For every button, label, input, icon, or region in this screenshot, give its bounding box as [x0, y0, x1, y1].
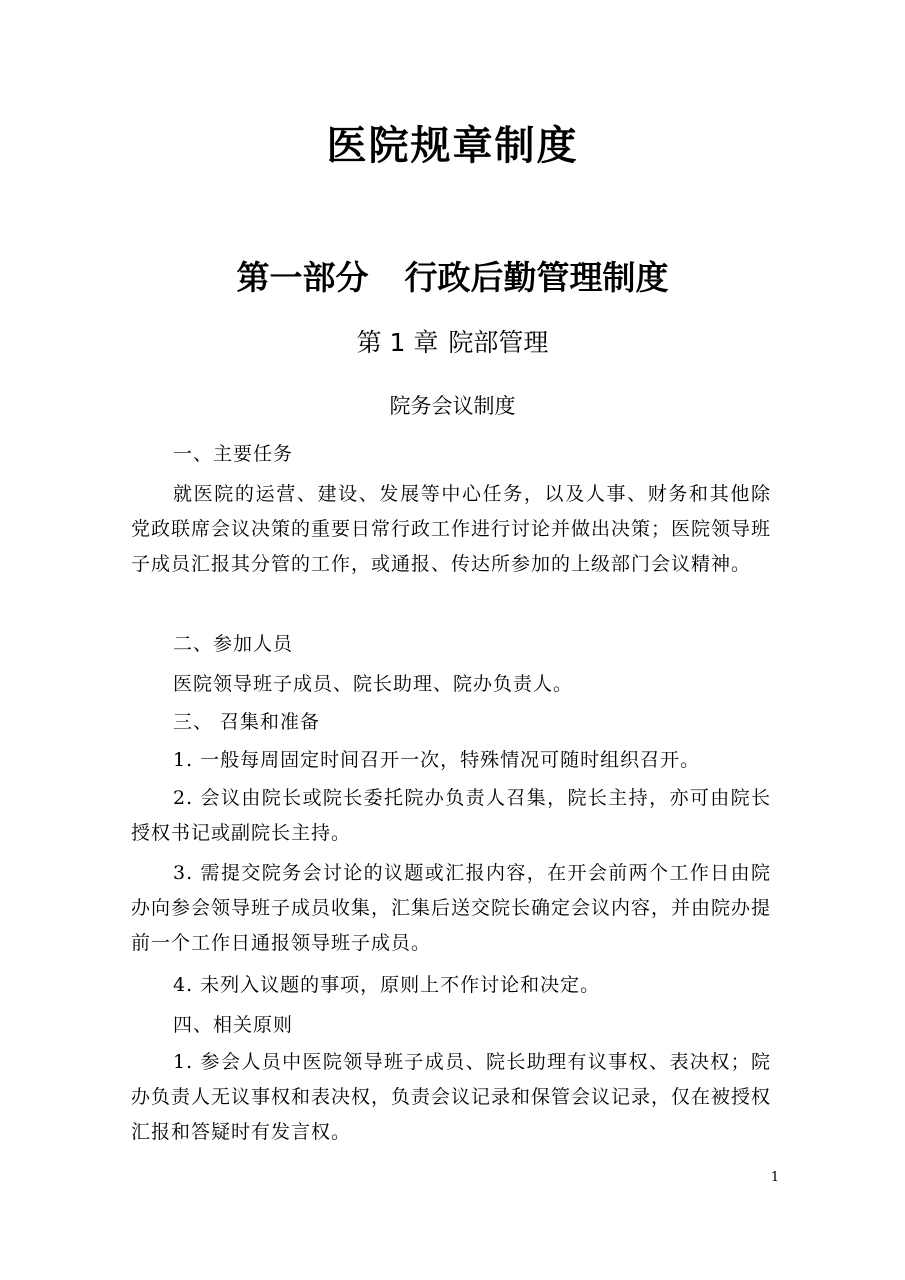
section-title: 院务会议制度: [389, 394, 516, 418]
page-number: 1: [770, 1170, 780, 1185]
section-3-item-4: 4. 未列入议题的事项，原则上不作讨论和决定。: [173, 974, 601, 996]
section-4-item-1: 1. 参会人员中医院领导班子成员、院长助理有议事权、表决权；院办负责人无议事权和表决权，负责会议记录和保管会议记录，仅在被授权汇报和答疑时有发言权。: [131, 1051, 772, 1143]
part-title: [0, 252, 905, 299]
section-4: [131, 1008, 771, 1043]
document-title: 医院规章制度: [326, 122, 579, 169]
chapter-title: [0, 323, 905, 359]
section-2: [131, 627, 771, 662]
chapter-label: 第 1 章: [356, 328, 439, 357]
section-heading: 三、 召集和准备: [173, 711, 321, 733]
section-2-paragraph-1: 医院领导班子成员、院长助理、院办负责人。: [173, 673, 574, 695]
section-3: [131, 705, 771, 740]
chapter-name: 院部管理: [448, 328, 549, 357]
section-heading: 一、主要任务: [173, 443, 294, 465]
section-3-item-1: 1. 一般每周固定时间召开一次，特殊情况可随时组织召开。: [173, 749, 701, 771]
part-label: 第一部分: [236, 258, 369, 297]
section-1-paragraph-1: 就医院的运营、建设、发展等中心任务，以及人事、财务和其他除党政联席会议决策的重要日常行政工作进行讨论并做出决策；医院领导班子成员汇报其分管的工作，或通报、传达所参加的上级部门会议精神。: [131, 483, 772, 575]
part-name: 行政后勤管理制度: [404, 258, 669, 297]
section-1: [131, 437, 771, 472]
section-heading: 二、参加人员: [173, 633, 294, 655]
section-3-item-2: 2. 会议由院长或院长委托院办负责人召集，院长主持，亦可由院长授权书记或副院长主持。: [131, 787, 771, 844]
section-3-item-3: 3. 需提交院务会讨论的议题或汇报内容，在开会前两个工作日由院办向参会领导班子成员收集，汇集后送交院长确定会议内容，并由院办提前一个工作日通报领导班子成员。: [131, 862, 772, 954]
section-heading: 四、相关原则: [173, 1014, 294, 1036]
